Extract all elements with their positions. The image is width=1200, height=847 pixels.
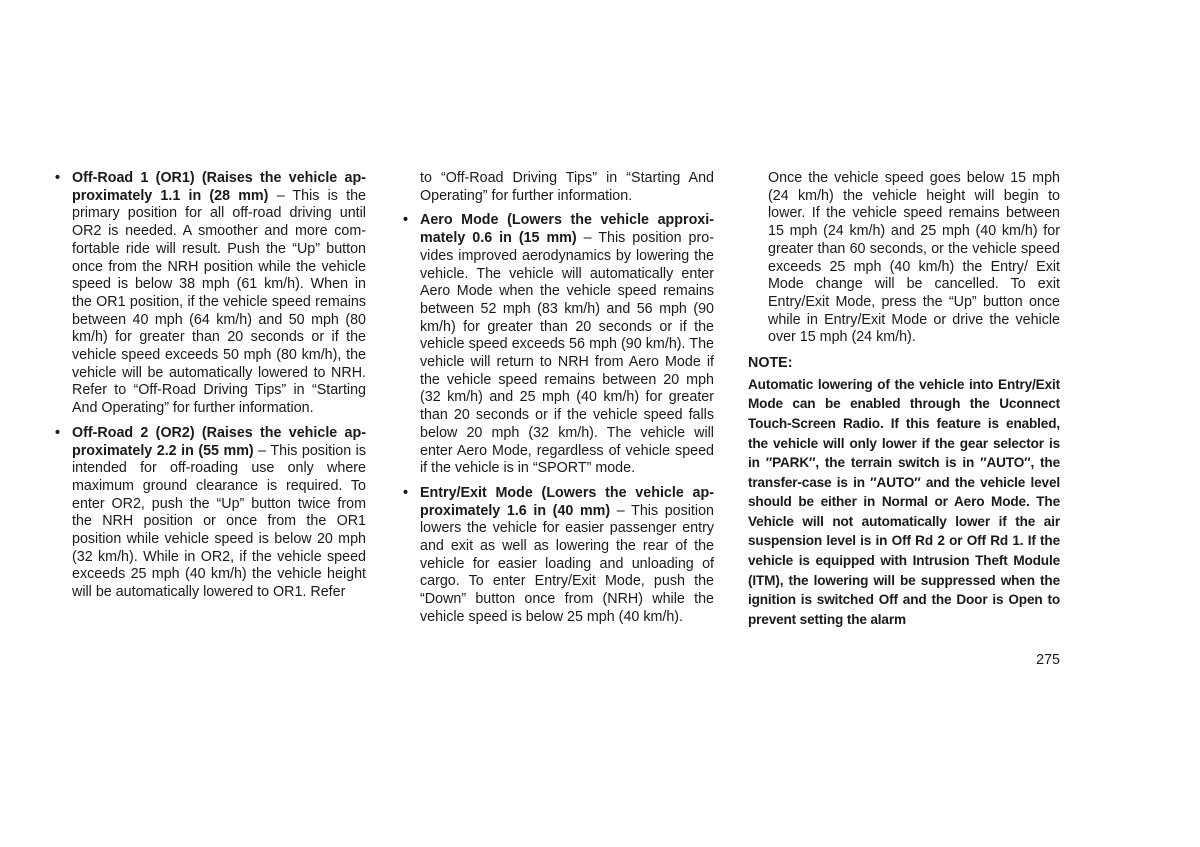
column-right bbox=[748, 170, 1060, 629]
item-body: – This position is intended for off-roading use only where maximum ground clearance is required. To enter OR2, push the “Up” button twice from the NRH position or once from the OR1 position while vehicle speed is below 20 mph (32 km/h). While in OR2, if the vehicle speed exceeds 25 mph (40 km/h) the vehicle height will be automatically lowered to OR1. Refer bbox=[72, 442, 366, 601]
item-title: Off-Road 2 (OR2) (Raises the vehicle approximately 2.2 in (55 mm) bbox=[72, 424, 366, 459]
list-item-off-road-1 bbox=[52, 170, 366, 418]
page-number: 275 bbox=[1036, 652, 1060, 668]
column-middle bbox=[400, 170, 714, 634]
column-left bbox=[52, 170, 366, 609]
continuation-text: to “Off-Road Driving Tips” in “Starting And Operating” for further information. bbox=[420, 170, 714, 204]
item-body: – This is the primary position for all off-road driving until OR2 is needed. A smoother and more comfortable ride will result. Push the “Up” button once from the NRH position while the vehicle speed is below 38 mph (61 km/h). When in the OR1 position, if the vehicle speed remains between 40 mph (64 km/h) and 50 mph (80 km/h) for greater than 20 seconds or if the vehicle speed exceeds 50 mph (80 km/h), the vehicle will be automatically lowered to NRH. Refer to “Off-Road Driving Tips” in “Starting And Operating” for further information. bbox=[72, 187, 366, 417]
list-item-off-road-2 bbox=[52, 425, 366, 602]
bullet-icon: • bbox=[55, 424, 61, 441]
list-item-aero-mode bbox=[400, 212, 714, 478]
bullet-icon: • bbox=[403, 212, 409, 229]
item-body: – This position lowers the vehicle for easier passenger entry and exit as well as lowering the rear of the vehicle for easier loading and unloading of cargo. To enter Entry/Exit Mode, push the “Down” button once from (NRH) while the vehicle speed is below 25 mph (40 km/h). bbox=[420, 502, 714, 625]
item-title: Aero Mode (Lowers the vehicle approximately 0.6 in (15 mm) bbox=[420, 212, 714, 247]
note-body: Automatic lowering of the vehicle into Entry/Exit Mode can be enabled through the Uconnect Touch-Screen Radio. If this feature is enabled, the vehicle will only lower if the gear selector is in ″PARK″, the terrain switch is in ″AUTO″, the transfer-case is in ″AUTO″ and the vehicle level should be either in Normal or Aero Mode. The Vehicle will not automatically lower if the air suspension level is in Off Rd 2 or Off Rd 1. If the vehicle is equipped with Intrusion Theft Module (ITM), the lowering will be suppressed when the ignition is switched Off and the Door is Open to prevent setting the alarm bbox=[748, 376, 1060, 627]
note-heading: NOTE: bbox=[748, 355, 793, 372]
list-item-entry-exit-mode bbox=[400, 485, 714, 627]
item-body: – This position provides improved aerodynamics by lowering the vehicle. The vehicle will automatically enter Aero Mode when the vehicle speed remains between 52 mph (83 km/h) and 56 mph (90 km/h) for greater than 20 seconds or if the vehicle speed exceeds 56 mph (90 km/h). The vehicle will return to NRH from Aero Mode if the vehicle speed remains between 20 mph (32 km/h) and 25 mph (40 km/h) for greater than 20 seconds or if the vehicle speed falls below 20 mph (32 km/h). The vehicle will enter Aero Mode, regardless of vehicle speed if the vehicle is in “SPORT” mode. bbox=[420, 230, 714, 477]
item-title: Off-Road 1 (OR1) (Raises the vehicle approximately 1.1 in (28 mm) bbox=[72, 170, 366, 204]
bullet-icon: • bbox=[403, 484, 409, 501]
continuation-text: Once the vehicle speed goes below 15 mph (24 km/h) the vehicle height will begin to lower. If the vehicle speed remains between 15 mph (24 km/h) and 25 mph (40 km/h) for greater than 60 seconds, or the vehicle speed exceeds 25 mph (40 km/h) the Entry/ Exit Mode change will be cancelled. To exit Entry/Exit Mode, press the “Up” button once while in Entry/Exit Mode or drive the vehicle over 15 mph (24 km/h). bbox=[768, 170, 1060, 346]
bullet-icon: • bbox=[55, 170, 61, 186]
item-title: Entry/Exit Mode (Lowers the vehicle approximately 1.6 in (40 mm) bbox=[420, 484, 714, 519]
